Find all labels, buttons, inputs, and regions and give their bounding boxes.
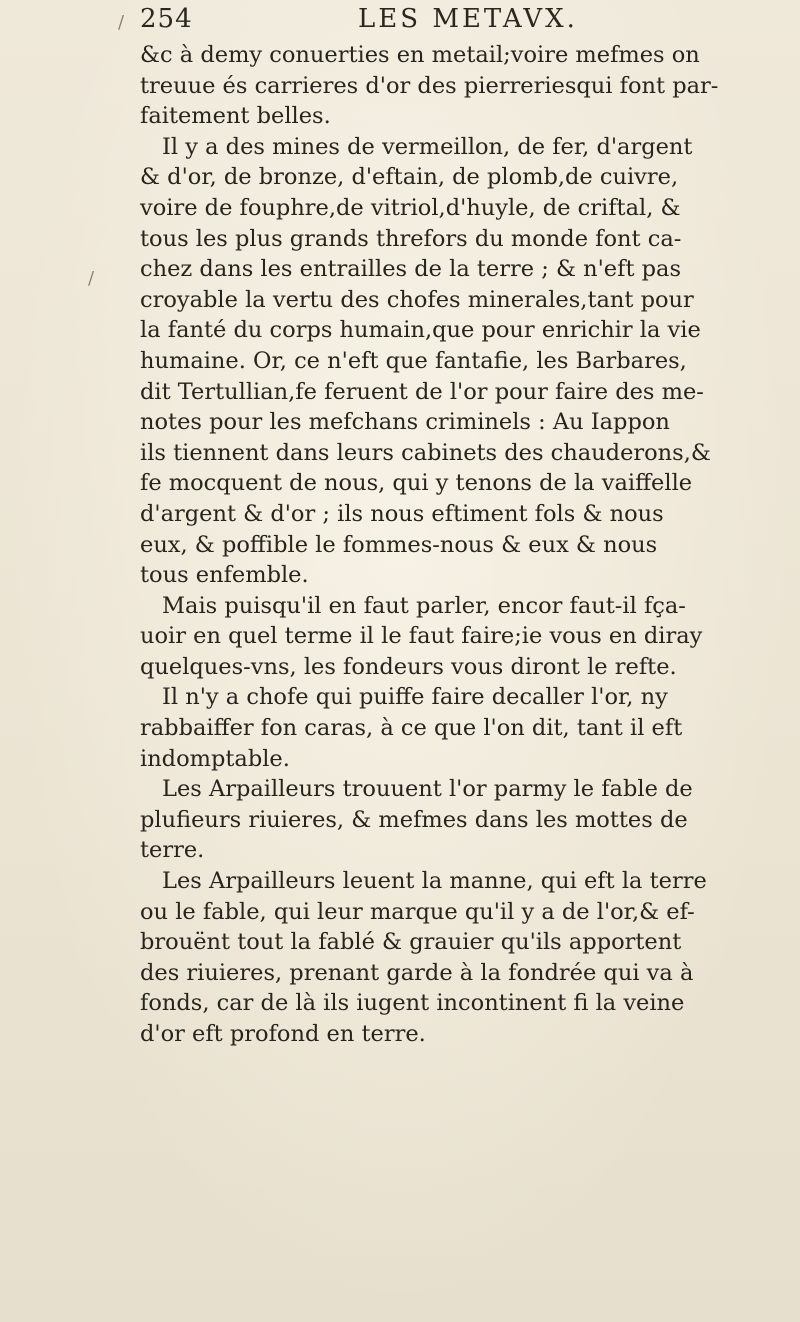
text-line: la fanté du corps humain,que pour enrichir la vie [140, 317, 701, 344]
text-line: des riuieres, prenant garde à la fondrée qui va à [140, 959, 694, 986]
margin-mark: / [88, 268, 95, 289]
text-line: tous les plus grands threfors du monde font ca- [140, 225, 682, 252]
text-line: Il n'y a chofe qui puiffe faire decaller l'or, ny [162, 684, 668, 711]
text-line: d'argent & d'or ; ils nous eftiment fols & nous [140, 500, 664, 527]
text-line: humaine. Or, ce n'eft que fantafie, les Barbares, [140, 347, 687, 374]
page-header [140, 2, 780, 38]
text-line: terre. [140, 837, 205, 864]
text-line: & d'or, de bronze, d'eftain, de plomb,de cuivre, [140, 164, 679, 191]
running-title: LES METAVX. [358, 4, 578, 34]
text-line: notes pour les mefchans criminels : Au Iappon [140, 409, 670, 436]
text-line: ils tiennent dans leurs cabinets des chauderons,& [140, 439, 711, 466]
text-line: croyable la vertu des chofes minerales,tant pour [140, 286, 694, 313]
text-line: tous enfemble. [140, 562, 309, 589]
text-line: treuue és carrieres d'or des pierreriesqui font par- [140, 72, 719, 99]
text-line: quelques-vns, les fondeurs vous diront le refte. [140, 653, 677, 680]
text-line: fe mocquent de nous, qui y tenons de la vaiffelle [140, 470, 693, 497]
text-line: dit Tertullian,fe feruent de l'or pour faire des me- [140, 378, 704, 405]
text-line: fonds, car de là ils iugent incontinent fi la veine [140, 990, 685, 1017]
text-line: faitement belles. [140, 103, 331, 130]
text-line: Il y a des mines de vermeillon, de fer, d'argent [162, 133, 693, 160]
text-line: rabbaiffer fon caras, à ce que l'on dit, tant il eft [140, 715, 683, 742]
text-line: d'or eft profond en terre. [140, 1021, 426, 1047]
text-line: &c à demy conuerties en metail;voire mefmes on [140, 42, 700, 68]
text-line: Les Arpailleurs leuent la manne, qui eft la terre [162, 868, 707, 895]
text-line: uoir en quel terme il le faut faire;ie vous en diray [140, 623, 703, 650]
margin-mark: / [118, 12, 125, 33]
text-line: indomptable. [140, 745, 290, 772]
text-line: Les Arpailleurs trouuent l'or parmy le fable de [162, 776, 693, 803]
body-text [140, 40, 780, 1050]
text-line: ou le fable, qui leur marque qu'il y a de l'or,& ef- [140, 898, 695, 925]
text-line: voire de fouphre,de vitriol,d'huyle, de criftal, & [140, 194, 681, 221]
text-line: Mais puisqu'il en faut parler, encor faut-il fça- [162, 592, 686, 619]
page-number: 254 [140, 4, 193, 34]
text-line: plufieurs riuieres, & mefmes dans les mottes de [140, 806, 688, 833]
text-line: chez dans les entrailles de la terre ; & n'eft pas [140, 256, 682, 283]
text-line: brouënt tout la fablé & grauier qu'ils apportent [140, 929, 682, 956]
text-line: eux, & poffible le fommes-nous & eux & nous [140, 531, 658, 558]
